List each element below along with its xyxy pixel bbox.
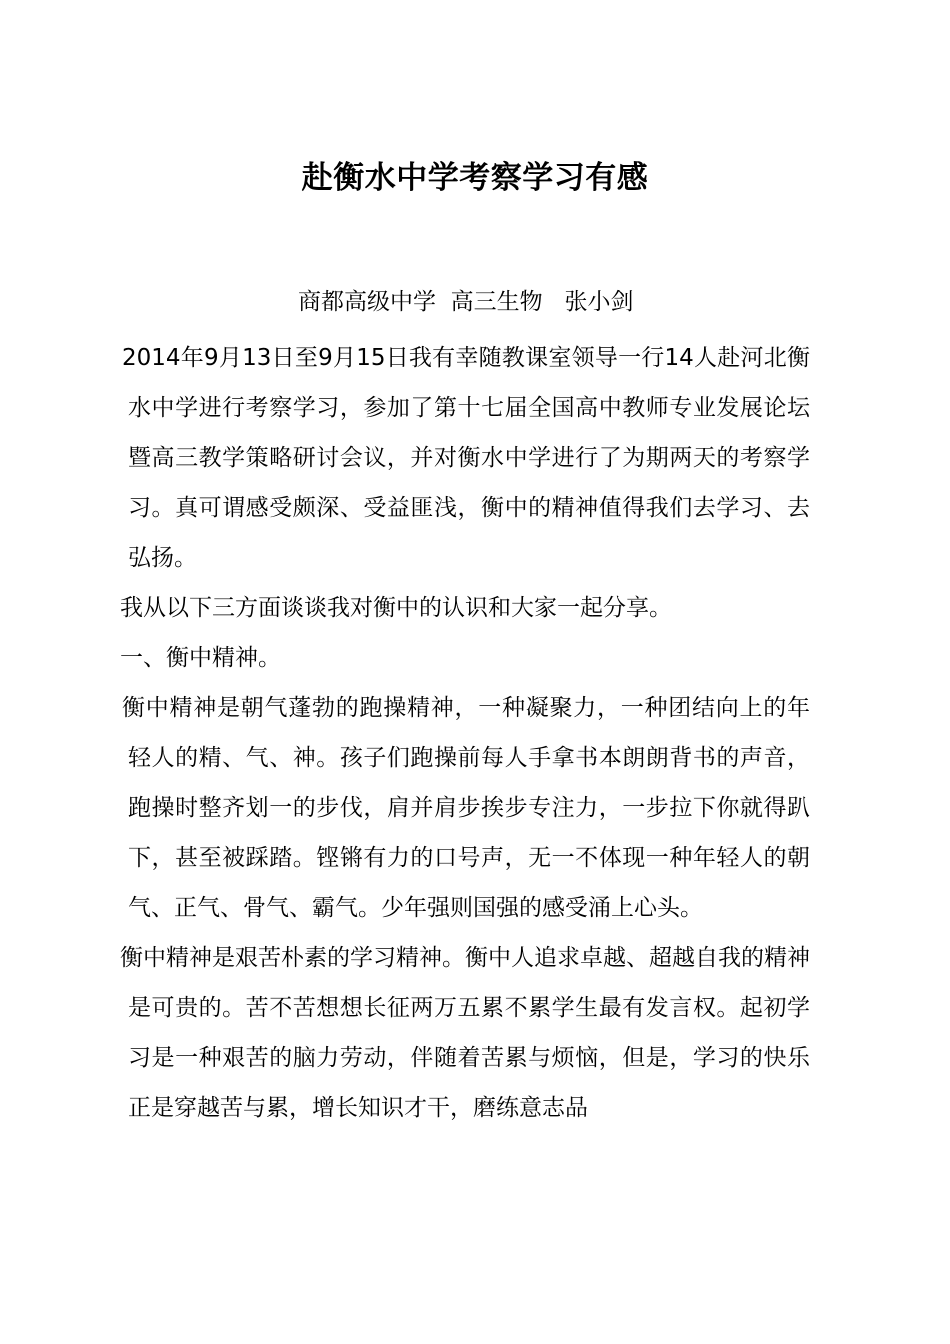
paragraph-outline: 我从以下三方面谈谈我对衡中的认识和大家一起分享。 (120, 595, 672, 621)
section-heading: 一、衡中精神。 (120, 645, 281, 671)
author-line: 商都高级中学 高三生物 张小剑 (298, 289, 634, 315)
paragraph-study-spirit: 衡中精神是艰苦朴素的学习精神。衡中人追求卓越、超越自我的精神是可贵的。苦不苦想想长征两万五累不累学生最有发言权。起初学习是一种艰苦的脑力劳动，伴随着苦累与烦恼，但是，学习的快乐正是穿越苦与累，增长知识才干，磨练意志品 (120, 945, 810, 1121)
document-title: 赴衡水中学考察学习有感 (301, 160, 649, 196)
document-body (120, 333, 810, 1133)
paragraph-running-spirit: 衡中精神是朝气蓬勃的跑操精神，一种凝聚力，一种团结向上的年轻人的精、气、神。孩子们跑操前每人手拿书本朗朗背书的声音，跑操时整齐划一的步伐，肩并肩步挨步专注力，一步拉下你就得趴下，甚至被踩踏。铿锵有力的口号声，无一不体现一种年轻人的朝气、正气、骨气、霸气。少年强则国强的感受涌上心头。 (122, 695, 810, 921)
paragraph-intro: 2014年9月13日至9月15日我有幸随教课室领导一行14人赴河北衡水中学进行考察学习，参加了第十七届全国高中教师专业发展论坛暨高三教学策略研讨会议，并对衡水中学进行了为期两天的考察学习。真可谓感受颇深、受益匪浅，衡中的精神值得我们去学习、去弘扬。 (122, 345, 810, 571)
